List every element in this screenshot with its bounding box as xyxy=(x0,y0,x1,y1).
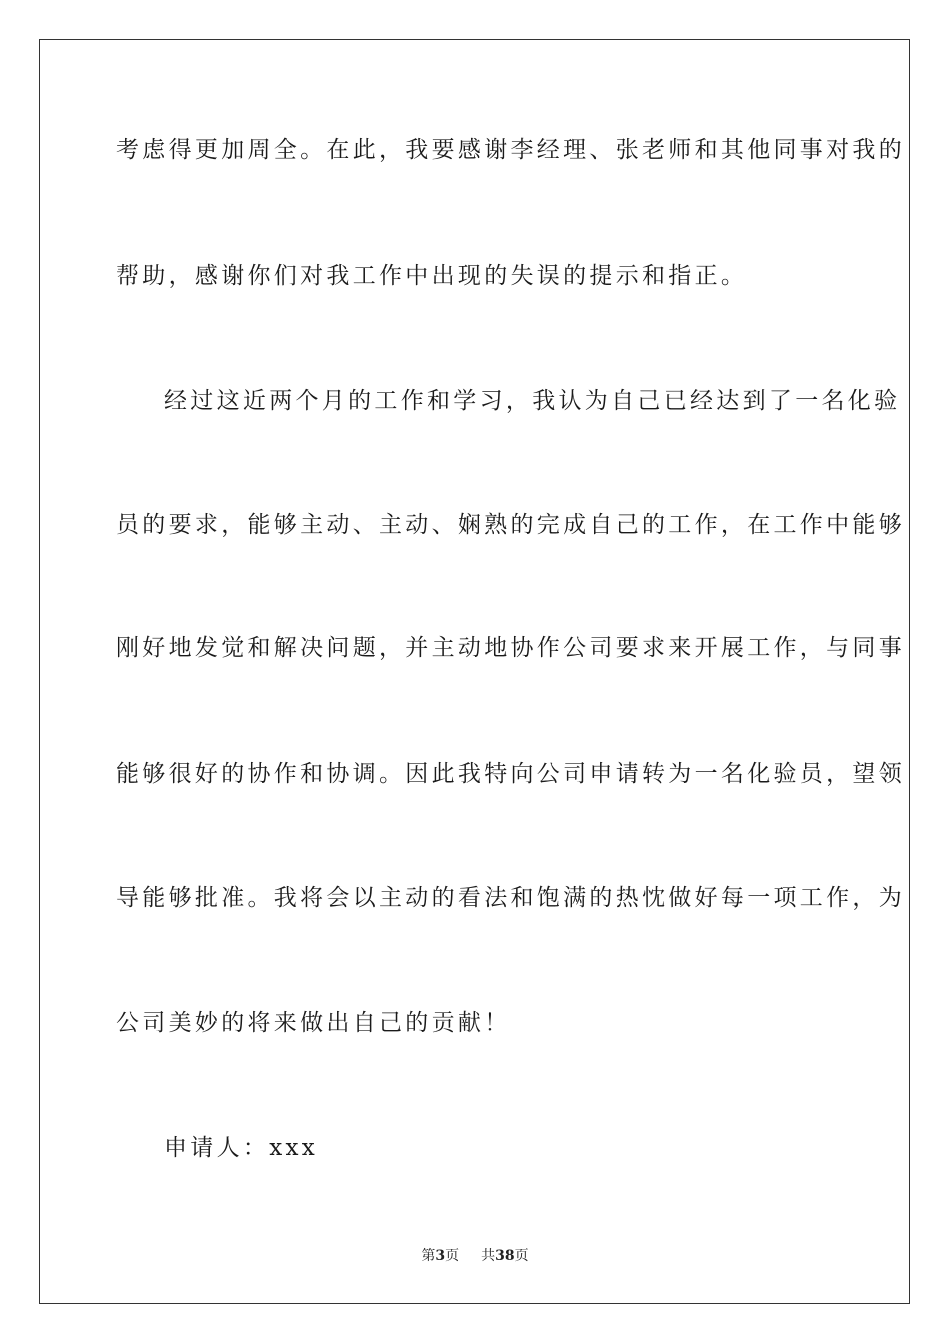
total-pages: 38 xyxy=(495,1248,515,1264)
page-prefix: 第 xyxy=(421,1248,436,1264)
paragraph-2-line-1: 经过这近两个月的工作和学习，我认为自己已经达到了一名化验 xyxy=(164,388,901,414)
page-footer xyxy=(0,1247,950,1265)
paragraph-1-line-1: 考虑得更加周全。在此，我要感谢李经理、张老师和其他同事对我的 xyxy=(116,137,905,163)
paragraph-2-line-6: 公司美妙的将来做出自己的贡献！ xyxy=(116,1010,511,1036)
paragraph-2-line-2: 员的要求，能够主动、主动、娴熟的完成自己的工作，在工作中能够 xyxy=(116,512,905,538)
paragraph-2-line-5: 导能够批准。我将会以主动的看法和饱满的热忱做好每一项工作，为 xyxy=(116,885,905,911)
page-suffix: 页 xyxy=(445,1248,460,1264)
total-suffix: 页 xyxy=(514,1248,529,1264)
signature-line: 申请人：xxx xyxy=(164,1135,319,1161)
paragraph-2-line-4: 能够很好的协作和协调。因此我特向公司申请转为一名化验员，望领 xyxy=(116,761,905,787)
paragraph-1-line-2: 帮助，感谢你们对我工作中出现的失误的提示和指正。 xyxy=(116,263,748,289)
total-prefix: 共 xyxy=(481,1248,496,1264)
page-number: 3 xyxy=(435,1248,446,1264)
paragraph-2-line-3: 刚好地发觉和解决问题，并主动地协作公司要求来开展工作，与同事 xyxy=(116,635,905,661)
page-border xyxy=(39,39,910,1304)
